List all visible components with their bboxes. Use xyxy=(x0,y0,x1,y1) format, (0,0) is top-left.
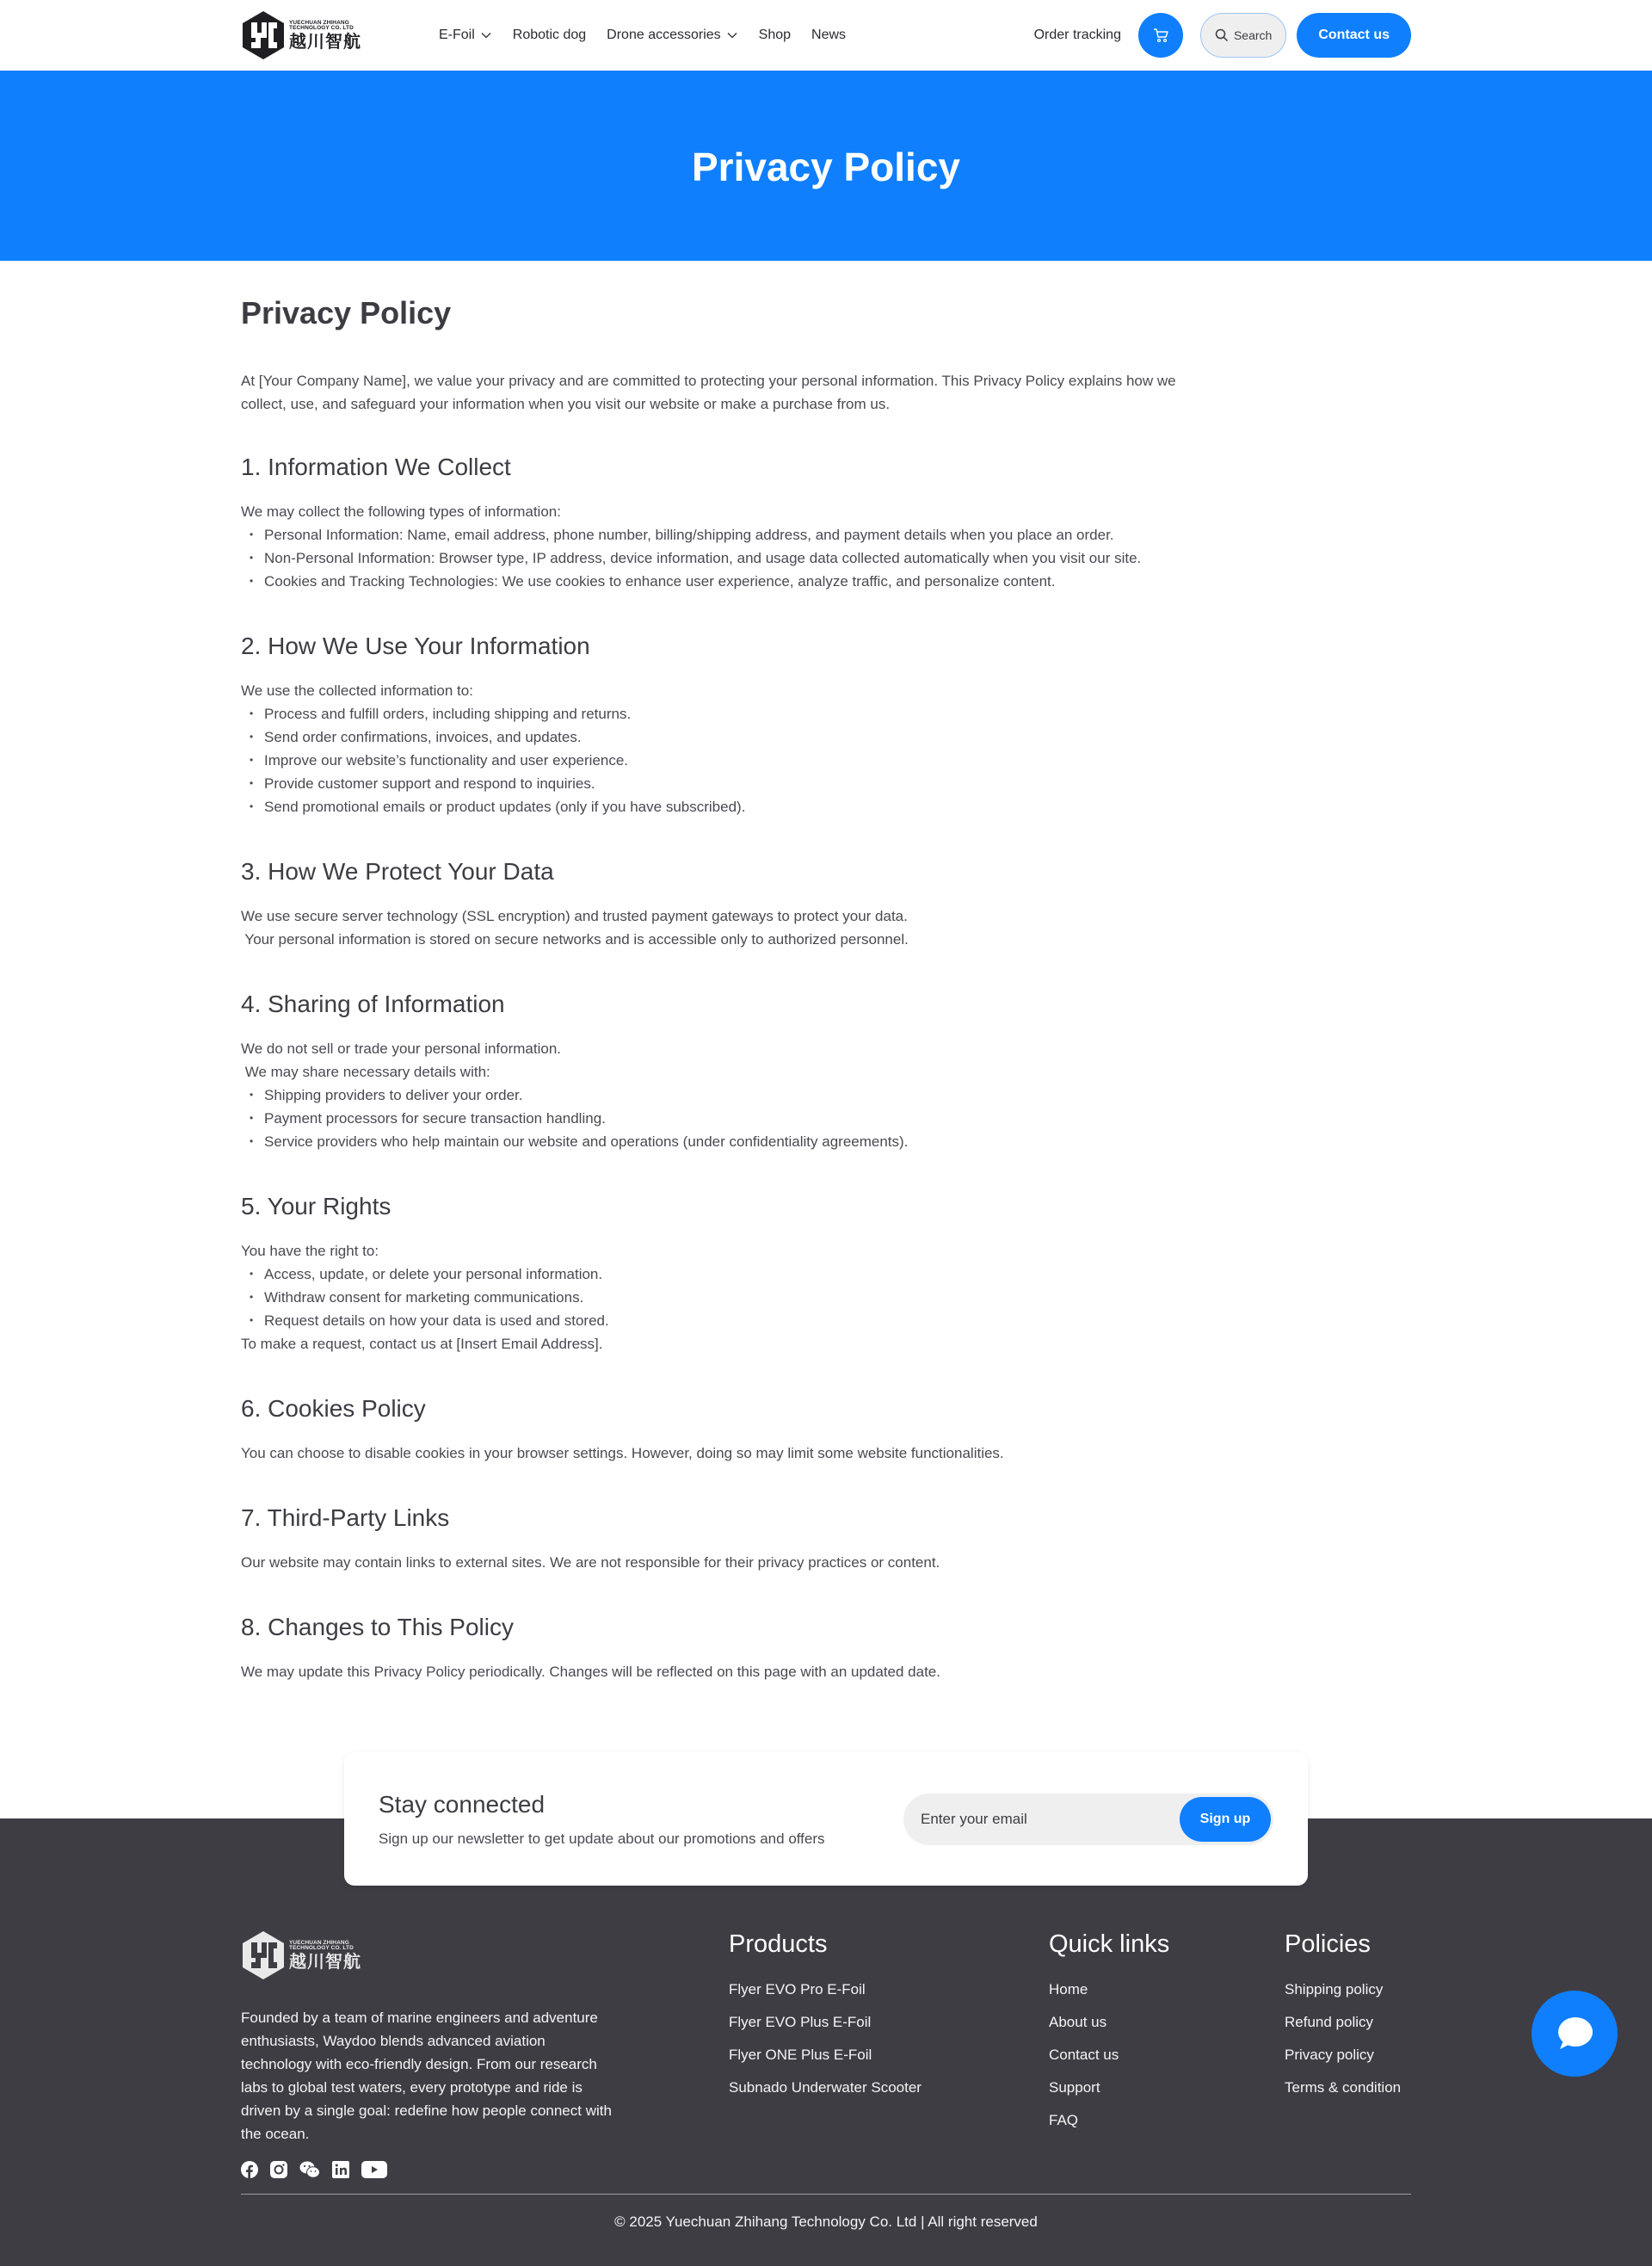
section-lead: We use the collected information to: xyxy=(241,682,473,699)
logo-cn: 越川智航 xyxy=(289,32,361,52)
logo-text xyxy=(289,1941,361,1971)
footer-about xyxy=(241,1930,729,2178)
cart-button[interactable] xyxy=(1138,13,1183,58)
order-tracking-link[interactable]: Order tracking xyxy=(1033,28,1121,42)
site-header xyxy=(0,0,1652,72)
section-lead: Our website may contain links to external sites. We are not responsible for their privacy practices or content. xyxy=(241,1554,940,1571)
page-title: Privacy Policy xyxy=(241,295,452,330)
list-item: • Cookies and Tracking Technologies: We use cookies to enhance user experience, analyze traffic, and personalize content. xyxy=(250,570,1411,593)
nav-item-label: Robotic dog xyxy=(512,28,587,42)
nav-item-label: News xyxy=(811,28,847,42)
logo-en-line2: TECHNOLOGY CO. LTD xyxy=(289,1945,354,1951)
site-footer xyxy=(0,1818,1652,2266)
header-actions xyxy=(1034,13,1411,58)
list-item: • Access, update, or delete your personal information. xyxy=(250,1263,1411,1286)
search-label: Search xyxy=(1233,28,1273,42)
footer-link-support[interactable]: Support xyxy=(1049,2079,1100,2096)
section-heading: 3. How We Protect Your Data xyxy=(241,858,554,885)
newsletter-title: Stay connected xyxy=(379,1790,546,1818)
list-item: • Improve our website’s functionality and user experience. xyxy=(250,749,1411,772)
list-item: • Personal Information: Name, email address, phone number, billing/shipping address, and payment details when you place an order. xyxy=(250,523,1411,546)
section-heading: 5. Your Rights xyxy=(241,1193,391,1219)
list-item: • Request details on how your data is used and stored. xyxy=(250,1309,1411,1332)
footer-col-title: Policies xyxy=(1285,1930,1371,1958)
about-text: Founded by a team of marine engineers and adventure enthusiasts, Waydoo blends advanced aviation technology with eco-friendly design. From our research labs to global test waters, every prototype and ride is driven by a single goal: redefine how people connect with the ocean. xyxy=(241,2010,612,2142)
footer-logo[interactable] xyxy=(241,1930,729,1980)
nav-item-efoil[interactable] xyxy=(439,28,492,43)
logo-en-line2: TECHNOLOGY CO. LTD xyxy=(289,25,354,31)
section-trailer: To make a request, contact us at [Insert Email Address]. xyxy=(241,1336,603,1352)
main-nav xyxy=(439,28,846,43)
section-lead-2: Your personal information is stored on secure networks and is accessible only to authorized personnel. xyxy=(241,931,909,948)
copyright: © 2025 Yuechuan Zhihang Technology Co. Ltd | All right reserved xyxy=(614,2214,1038,2230)
section-sharing xyxy=(241,991,1411,1153)
list-item: • Payment processors for secure transaction handling. xyxy=(250,1107,1411,1130)
linkedin-icon[interactable] xyxy=(332,2161,349,2178)
footer-link-flyer-one-plus[interactable]: Flyer ONE Plus E-Foil xyxy=(729,2047,872,2063)
nav-item-shop[interactable] xyxy=(759,28,791,43)
footer-link-flyer-evo-pro[interactable]: Flyer EVO Pro E-Foil xyxy=(729,1981,866,1997)
hero-banner xyxy=(0,72,1652,261)
bullet-list xyxy=(241,1263,1411,1332)
section-heading: 1. Information We Collect xyxy=(241,454,511,480)
search-button[interactable] xyxy=(1200,13,1286,58)
footer-link-faq[interactable]: FAQ xyxy=(1049,2112,1079,2128)
footer-link-terms[interactable]: Terms & condition xyxy=(1285,2079,1402,2096)
footer-link-subnado[interactable]: Subnado Underwater Scooter xyxy=(729,2079,922,2096)
nav-item-robotic-dog[interactable] xyxy=(513,28,586,43)
footer-link-about-us[interactable]: About us xyxy=(1049,2014,1107,2030)
section-how-we-protect xyxy=(241,858,1411,951)
section-lead-2: We may share necessary details with: xyxy=(241,1064,490,1080)
search-icon xyxy=(1215,28,1229,42)
logo-en-line1: YUECHUAN ZHIHANG xyxy=(289,1939,349,1946)
newsletter-text xyxy=(379,1791,825,1848)
footer-link-contact-us[interactable]: Contact us xyxy=(1049,2047,1119,2063)
footer-col-title: Products xyxy=(729,1930,828,1958)
footer-link-flyer-evo-plus[interactable]: Flyer EVO Plus E-Foil xyxy=(729,2014,872,2030)
section-information-we-collect xyxy=(241,454,1411,593)
section-lead: We may collect the following types of information: xyxy=(241,503,561,520)
bullet-list xyxy=(241,702,1411,818)
nav-item-label: Drone accessories xyxy=(607,28,721,42)
nav-item-news[interactable] xyxy=(811,28,846,43)
list-item: • Service providers who help maintain our website and operations (under confidentiality agreements). xyxy=(250,1130,1411,1153)
email-input[interactable] xyxy=(921,1811,1180,1828)
site-logo[interactable] xyxy=(241,10,379,60)
footer-link-refund-policy[interactable]: Refund policy xyxy=(1285,2014,1374,2030)
logo-en-line1: YUECHUAN ZHIHANG xyxy=(289,19,349,26)
youtube-icon[interactable] xyxy=(361,2161,387,2178)
section-heading: 7. Third-Party Links xyxy=(241,1504,450,1531)
chat-icon xyxy=(1555,2015,1594,2053)
section-heading: 2. How We Use Your Information xyxy=(241,633,590,659)
section-how-we-use xyxy=(241,633,1411,818)
sign-up-button[interactable]: Sign up xyxy=(1180,1797,1271,1842)
newsletter-card xyxy=(344,1752,1308,1886)
list-item: • Withdraw consent for marketing communications. xyxy=(250,1286,1411,1309)
section-your-rights xyxy=(241,1193,1411,1355)
logo-mark-icon xyxy=(241,10,286,60)
section-heading: 8. Changes to This Policy xyxy=(241,1614,514,1640)
chevron-down-icon xyxy=(480,29,492,41)
newsletter-subtitle: Sign up our newsletter to get update about our promotions and offers xyxy=(379,1830,825,1847)
list-item: • Non-Personal Information: Browser type, IP address, device information, and usage data collected automatically when you visit our site. xyxy=(250,546,1411,570)
list-item: • Process and fulfill orders, including shipping and returns. xyxy=(250,702,1411,725)
section-lead: We use secure server technology (SSL encryption) and trusted payment gateways to protect your data. xyxy=(241,908,908,924)
nav-item-label: Shop xyxy=(758,28,792,42)
section-heading: 6. Cookies Policy xyxy=(241,1395,426,1422)
list-item: • Send promotional emails or product updates (only if you have subscribed). xyxy=(250,795,1411,818)
contact-us-button[interactable]: Contact us xyxy=(1297,13,1411,58)
footer-link-privacy-policy[interactable]: Privacy policy xyxy=(1285,2047,1374,2063)
cart-icon xyxy=(1153,28,1168,43)
nav-item-drone-accessories[interactable] xyxy=(607,28,738,43)
chevron-down-icon xyxy=(726,29,738,41)
list-item: • Send order confirmations, invoices, and updates. xyxy=(250,725,1411,749)
chat-button[interactable] xyxy=(1532,1991,1618,2077)
facebook-icon[interactable] xyxy=(241,2161,258,2178)
section-lead: We do not sell or trade your personal information. xyxy=(241,1040,561,1057)
section-changes xyxy=(241,1614,1411,1683)
intro-paragraph: At [Your Company Name], we value your privacy and are committed to protecting your personal information. This Privacy Policy explains how we collect, use, and safeguard your information when you visit our website or make a purchase from us. xyxy=(241,373,1176,412)
footer-link-shipping-policy[interactable]: Shipping policy xyxy=(1285,1981,1384,1997)
bullet-list xyxy=(241,523,1411,593)
section-lead: We may update this Privacy Policy periodically. Changes will be reflected on this page with an updated date. xyxy=(241,1664,940,1680)
policy-content xyxy=(241,261,1411,1752)
section-lead: You can choose to disable cookies in your browser settings. However, doing so may limit some website functionalities. xyxy=(241,1445,1004,1461)
section-lead: You have the right to: xyxy=(241,1243,379,1259)
wechat-icon[interactable] xyxy=(299,2161,320,2178)
section-heading: 4. Sharing of Information xyxy=(241,991,505,1017)
footer-col-policies xyxy=(1285,1930,1401,2178)
section-cookies-policy xyxy=(241,1395,1411,1465)
footer-col-title: Quick links xyxy=(1049,1930,1170,1958)
logo-text xyxy=(289,21,361,51)
footer-col-products xyxy=(729,1930,1049,2178)
list-item: • Provide customer support and respond to inquiries. xyxy=(250,772,1411,795)
instagram-icon[interactable] xyxy=(270,2161,287,2178)
nav-item-label: E-Foil xyxy=(439,28,475,42)
section-third-party-links xyxy=(241,1504,1411,1574)
bullet-list xyxy=(241,1084,1411,1153)
logo-mark-icon xyxy=(241,1930,286,1980)
footer-col-quick-links xyxy=(1049,1930,1285,2178)
logo-cn: 越川智航 xyxy=(289,1952,361,1972)
newsletter-form xyxy=(903,1794,1273,1845)
list-item: • Shipping providers to deliver your order. xyxy=(250,1084,1411,1107)
social-links xyxy=(241,2161,729,2178)
hero-title: Privacy Policy xyxy=(692,144,960,189)
footer-link-home[interactable]: Home xyxy=(1049,1981,1088,1997)
